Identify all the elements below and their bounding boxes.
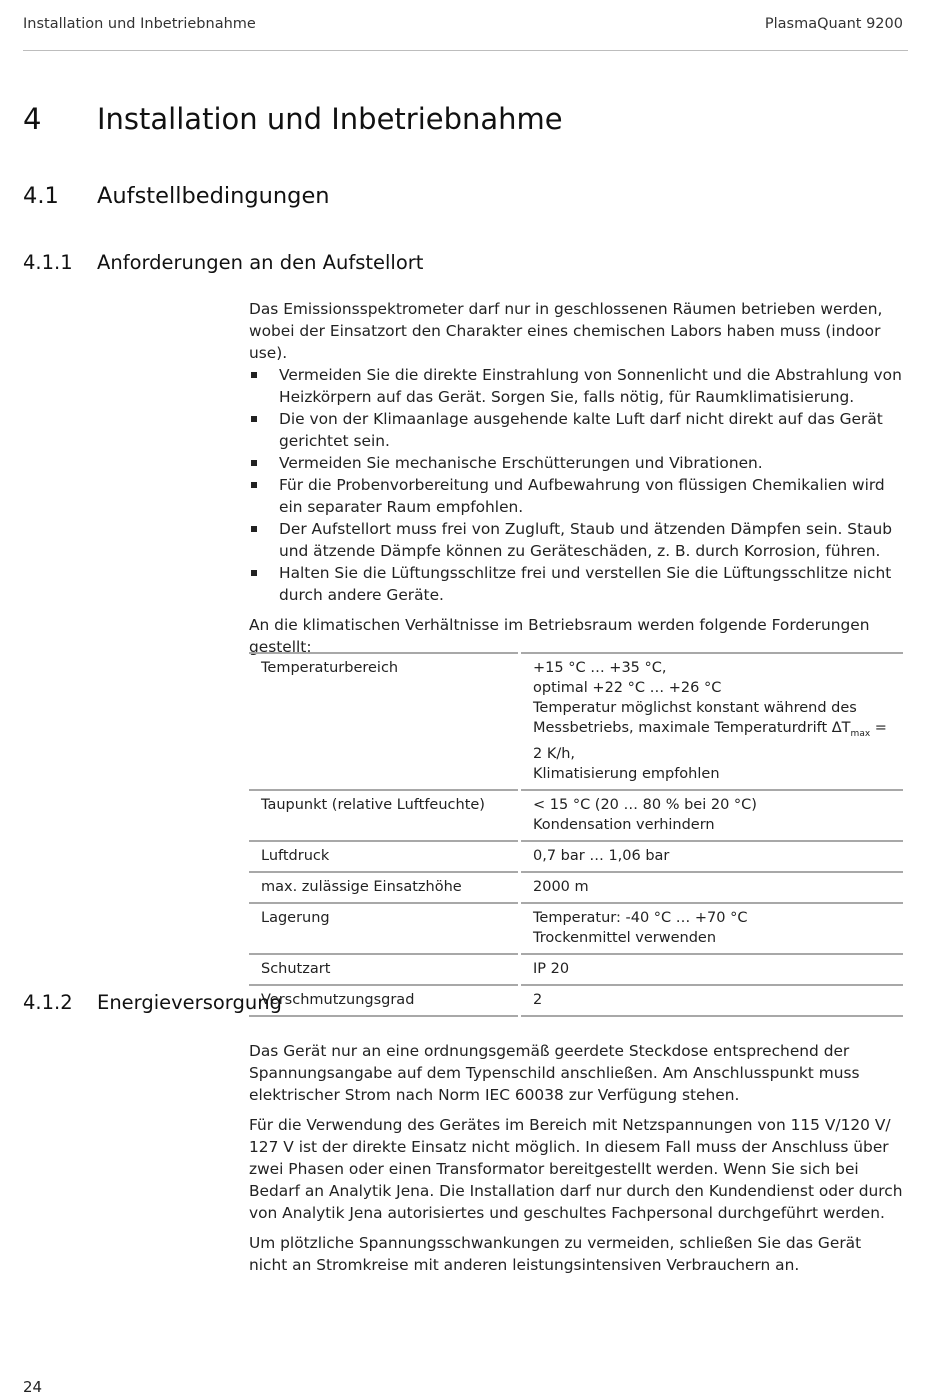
value-line: Kondensation verhindern bbox=[533, 816, 715, 833]
table-row bbox=[249, 872, 903, 903]
paragraph: Um plötzliche Spannungsschwankungen zu vermeiden, schließen Sie das Gerät nicht an Stromkreise mit anderen leistungsintensiven Verbrauchern an. bbox=[249, 1234, 862, 1274]
chapter-number: 4 bbox=[23, 102, 42, 136]
section-412-body bbox=[249, 1040, 903, 1284]
table-cell-label: Temperaturbereich bbox=[249, 653, 520, 790]
value-line: < 15 °C (20 … 80 % bei 20 °C) bbox=[533, 796, 757, 813]
list-item: Vermeiden Sie mechanische Erschütterungen und Vibrationen. bbox=[249, 452, 903, 474]
value-text: = 2 K/h, bbox=[533, 720, 887, 762]
paragraph: Das Gerät nur an eine ordnungsgemäß geerdete Steckdose entsprechend der Spannungsangabe auf dem Typenschild anschließen. Am Anschlusspunkt muss elektrischer Strom nach Norm IEC 60038 zur Verfügung stehen. bbox=[249, 1042, 860, 1104]
requirements-list bbox=[249, 364, 903, 606]
paragraph: Für die Verwendung des Gerätes im Bereich mit Netzspannungen von 115 V/120 V/ 127 V ist der direkte Einsatz nicht möglich. In diesem Fall muss der Anschluss über zwei Phasen oder einen Transformator bereitgestellt werden. Wenn Sie sich bei Bedarf an Analytik Jena. Die Installation darf nur durch den Kundendienst oder durch von Analytik Jena autorisiertes und geschultes Fachpersonal durchgeführt werden. bbox=[249, 1116, 903, 1222]
table-row bbox=[249, 954, 903, 985]
table-row bbox=[249, 790, 903, 841]
list-item: Für die Probenvorbereitung und Aufbewahrung von flüssigen Chemikalien wird ein separater Raum empfohlen. bbox=[249, 474, 903, 518]
table-row bbox=[249, 985, 903, 1016]
table-cell-label: Schutzart bbox=[249, 954, 520, 985]
chapter-title: Installation und Inbetriebnahme bbox=[97, 102, 563, 136]
list-item: Die von der Klimaanlage ausgehende kalte Luft darf nicht direkt auf das Gerät gerichtet sein. bbox=[249, 408, 903, 452]
value-line: optimal +22 °C … +26 °C bbox=[533, 680, 722, 696]
value-text: Temperatur möglichst konstant während des Messbetriebs, maximale Temperaturdrift ΔT bbox=[533, 700, 857, 736]
subsection-number: 4.1.1 bbox=[23, 251, 73, 274]
page-number: 24 bbox=[23, 1378, 43, 1396]
subsection-number: 4.1.2 bbox=[23, 991, 73, 1014]
value-line: Trockenmittel verwenden bbox=[533, 929, 717, 946]
intro-paragraph: Das Emissionsspektrometer darf nur in geschlossenen Räumen betrieben werden, wobei der Einsatzort den Charakter eines chemischen Labors haben muss (indoor use). bbox=[249, 300, 883, 362]
section-411-body bbox=[249, 298, 903, 658]
value-line: Klimatisierung empfohlen bbox=[533, 765, 720, 782]
table-cell-value: IP 20 bbox=[520, 954, 904, 985]
table-cell-value bbox=[520, 790, 904, 841]
table-cell-label: max. zulässige Einsatzhöhe bbox=[249, 872, 520, 903]
list-item: Der Aufstellort muss frei von Zugluft, Staub und ätzenden Dämpfen sein. Staub und ätzende Dämpfe können zu Geräteschäden, z. B. durch Korrosion, führen. bbox=[249, 518, 903, 562]
table-row bbox=[249, 841, 903, 872]
table-row bbox=[249, 903, 903, 954]
table-cell-label: Luftdruck bbox=[249, 841, 520, 872]
subsection-title: Anforderungen an den Aufstellort bbox=[97, 251, 424, 274]
section-title: Aufstellbedingungen bbox=[97, 183, 330, 209]
table-cell-value bbox=[520, 653, 904, 790]
value-line: +15 °C … +35 °C, bbox=[533, 660, 667, 676]
subsection-title: Energieversorgung bbox=[97, 991, 282, 1014]
value-line: Temperatur: -40 °C … +70 °C bbox=[533, 909, 748, 926]
list-item: Halten Sie die Lüftungsschlitze frei und verstellen Sie die Lüftungsschlitze nicht durch andere Geräte. bbox=[249, 562, 903, 606]
table-cell-label: Taupunkt (relative Luftfeuchte) bbox=[249, 790, 520, 841]
table-row bbox=[249, 653, 903, 790]
table-cell-value bbox=[520, 903, 904, 954]
section-number: 4.1 bbox=[23, 183, 59, 209]
running-header-chapter: Installation und Inbetriebnahme bbox=[23, 16, 256, 32]
table-cell-label: Verschmutzungsgrad bbox=[249, 985, 520, 1016]
value-line bbox=[533, 698, 891, 764]
running-header-product: PlasmaQuant 9200 bbox=[764, 16, 903, 32]
table-cell-value: 2000 m bbox=[520, 872, 904, 903]
table-intro-paragraph: An die klimatischen Verhältnisse im Betriebsraum werden folgende Forderungen gestellt: bbox=[249, 616, 870, 656]
table-cell-value: 2 bbox=[520, 985, 904, 1016]
list-item: Vermeiden Sie die direkte Einstrahlung von Sonnenlicht und die Abstrahlung von Heizkörpern auf das Gerät. Sorgen Sie, falls nötig, für Raumklimatisierung. bbox=[249, 364, 903, 408]
header-divider bbox=[23, 50, 908, 51]
climate-requirements-table bbox=[249, 652, 903, 1017]
table-cell-label: Lagerung bbox=[249, 903, 520, 954]
table-cell-value: 0,7 bar … 1,06 bar bbox=[520, 841, 904, 872]
subscript: max bbox=[850, 728, 871, 739]
